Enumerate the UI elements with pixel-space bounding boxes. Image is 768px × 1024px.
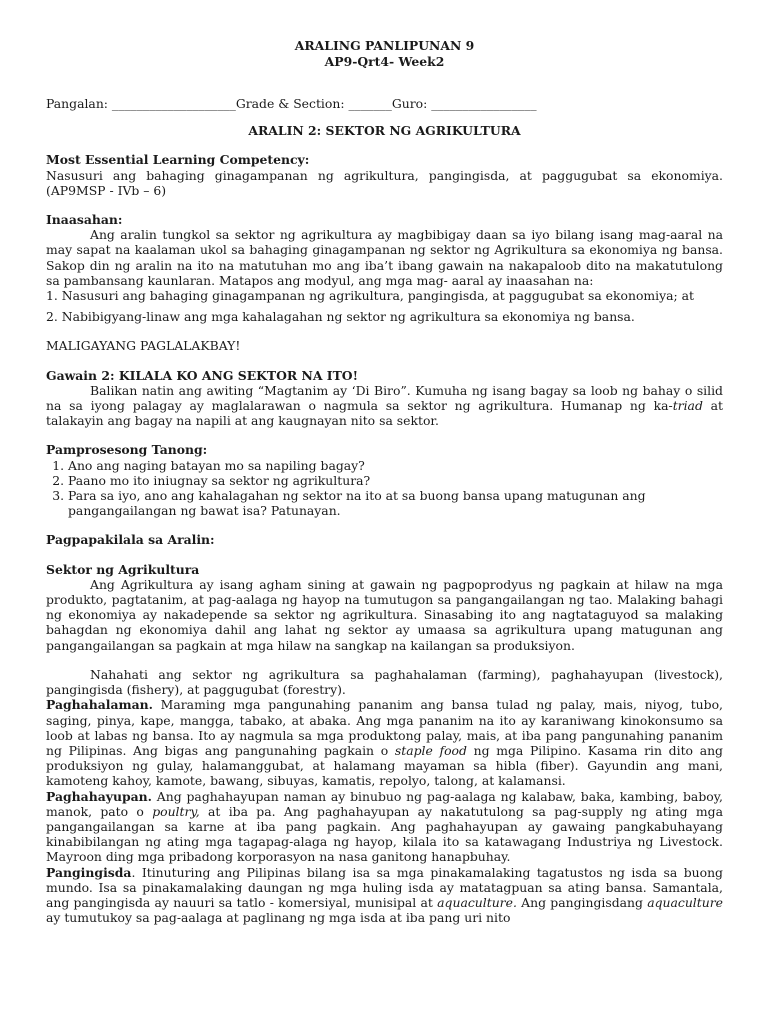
pangingisda-paragraph: Pangingisda. Itinuturing ang Pilipinas bilang isa sa mga pinakamalaking tagatustos ng isda sa buong mundo. Isa sa pinakamalaking daungan ng mga huling isda ay matatagpuan sa ating bansa. Samantala, ang pangingisda ay nauuri sa tatlo - komersiyal, munisipal at aquaculture. Ang pangingisdang aquaculture ay tumutukoy sa pag-aalaga at paglinang ng mga isda at iba pang uri nito xyxy=(46,864,723,926)
paghahalaman-paragraph: Paghahalaman. Maraming mga pangunahing pananim ang bansa tulad ng palay, mais, niyog, tubo, saging, pinya, kape, mangga, tabako, at abaka. Ang mga pananim na ito ay karaniwang kinokonsumo sa loob at labas ng bansa. Ito ay nagmula sa mga produktong palay, mais, at iba pang pangunahing pananim ng Pilipinas. Ang bigas ang pangunahing pagkain o staple food ng mga Pilipino. Kasama rin dito ang produksiyon ng gulay, halamanggubat, at halamang mayaman sa hibla (fiber). Gayundin ang mani, kamoteng kahoy, kamote, bawang, sibuyas, kamatis, repolyo, talong, at kalamansi. xyxy=(46,697,723,789)
melc-text: Nasusuri ang bahaging ginagampanan ng agrikultura, pangingisda, at paggugubat sa ekonomiya. (AP9MSP - IVb – 6) xyxy=(46,167,723,198)
sektor-paragraph-2: Nahahati ang sektor ng agrikultura sa paghahalaman (farming), paghahayupan (livestock), pangingisda (fishery), at paggugubat (forestry). xyxy=(46,666,723,698)
inaasahan-item-2: 2. Nabibigyang-linaw ang mga kahalagahan ng sektor ng agrikultura sa ekonomiya ng bansa. xyxy=(46,309,635,325)
student-info-line: Pangalan: ____________________Grade & Section: _______Guro: _________________ xyxy=(46,96,537,111)
subject-title: ARALING PANLIPUNAN 9 xyxy=(294,38,475,53)
paghahayupan-paragraph: Paghahayupan. Ang paghahayupan naman ay binubuo ng pag-aalaga ng kalabaw, baka, kambing, baboy, manok, pato o poultry, at iba pa. Ang paghahayupan ay nakatutulong sa pag-supply ng ating mga pangangailangan sa karne at iba pang pagkain. Ang paghahayupan ay gawaing pangkabuhayang kinabibilangan ng ating mga tagapag-alaga ng hayop, kilala ito sa katawagang Industriya ng Livestock. Mayroon ding mga pribadong korporasyon na nasa ganitong hanapbuhay. xyxy=(46,788,723,865)
list-item: 1. Ano ang naging batayan mo sa napiling bagay? xyxy=(68,458,723,473)
pagpapakilala-heading: Pagpapakilala sa Aralin: xyxy=(46,532,215,548)
sektor-section xyxy=(46,562,723,698)
pamprosesong-heading: Pamprosesong Tanong: xyxy=(46,442,208,458)
lesson-title: ARALIN 2: SEKTOR NG AGRIKULTURA xyxy=(248,123,521,139)
list-item: 2. Paano mo ito iniugnay sa sektor ng agrikultura? xyxy=(68,473,723,488)
gawain-heading: Gawain 2: KILALA KO ANG SEKTOR NA ITO! xyxy=(46,367,359,383)
pamprosesong-section xyxy=(46,442,723,518)
inaasahan-section xyxy=(46,212,723,324)
inaasahan-item-1: 1. Nasusuri ang bahaging ginagampanan ng agrikultura, pangingisda, at paggugubat sa ekonomiya; at xyxy=(46,288,694,304)
sektor-paragraph-1: Ang Agrikultura ay isang agham sining at gawain ng pagpoprodyus ng pagkain at hilaw na mga produkto, pagtatanim, at pag-aalaga ng hayop na tumutugon sa pangangailangan ng tao. Malaking bahagi ng ekonomiya ay nakadepende sa sektor ng agrikultura. Sinasabing ito ang nagtataguyod sa malaking bahagdan ng ekonomiya dahil ang lahat ng sektor ay umaasa sa agrikultura upang matugunan ang pangangailangan sa pagkain at mga hilaw na sangkap na kailangan sa produksiyon. xyxy=(46,576,723,653)
inaasahan-paragraph: Ang aralin tungkol sa sektor ng agrikultura ay magbibigay daan sa iyo bilang isang mag-aaral na may sapat na kaalaman ukol sa bahaging ginagampanan ng sektor ng Agrikultura sa ekonomiya ng bansa. Sakop din ng aralin na ito na matutuhan mo ang iba’t ibang gawain na nakapaloob dito na makatutulong sa pambansang kaunlaran. Matapos ang modyul, ang mga mag- aaral ay inaasahan na: xyxy=(46,227,723,288)
gawain-section xyxy=(46,368,723,429)
list-item: 3. Para sa iyo, ano ang kahalagahan ng sektor na ito at sa buong bansa upang matugunan ang pangangailangan ng bawat isa? Patunayan. xyxy=(68,488,723,518)
gawain-paragraph: Balikan natin ang awiting “Magtanim ay ‘Di Biro”. Kumuha ng isang bagay sa loob ng bahay o silid na sa iyong palagay ay maglalarawan o nagmula sa sektor ng agrikultura. Humanap ng ka-triad at talakayin ang bagay na napili at ang kaugnayan nito sa sektor. xyxy=(46,382,724,429)
melc-heading: Most Essential Learning Competency: xyxy=(46,152,310,168)
melc-section xyxy=(46,152,723,198)
inaasahan-heading: Inaasahan: xyxy=(46,212,123,228)
question-list xyxy=(46,458,723,519)
quarter-week-code: AP9-Qrt4- Week2 xyxy=(324,54,445,69)
greeting: MALIGAYANG PAGLALAKBAY! xyxy=(46,338,241,354)
sektor-heading: Sektor ng Agrikultura xyxy=(46,561,200,577)
